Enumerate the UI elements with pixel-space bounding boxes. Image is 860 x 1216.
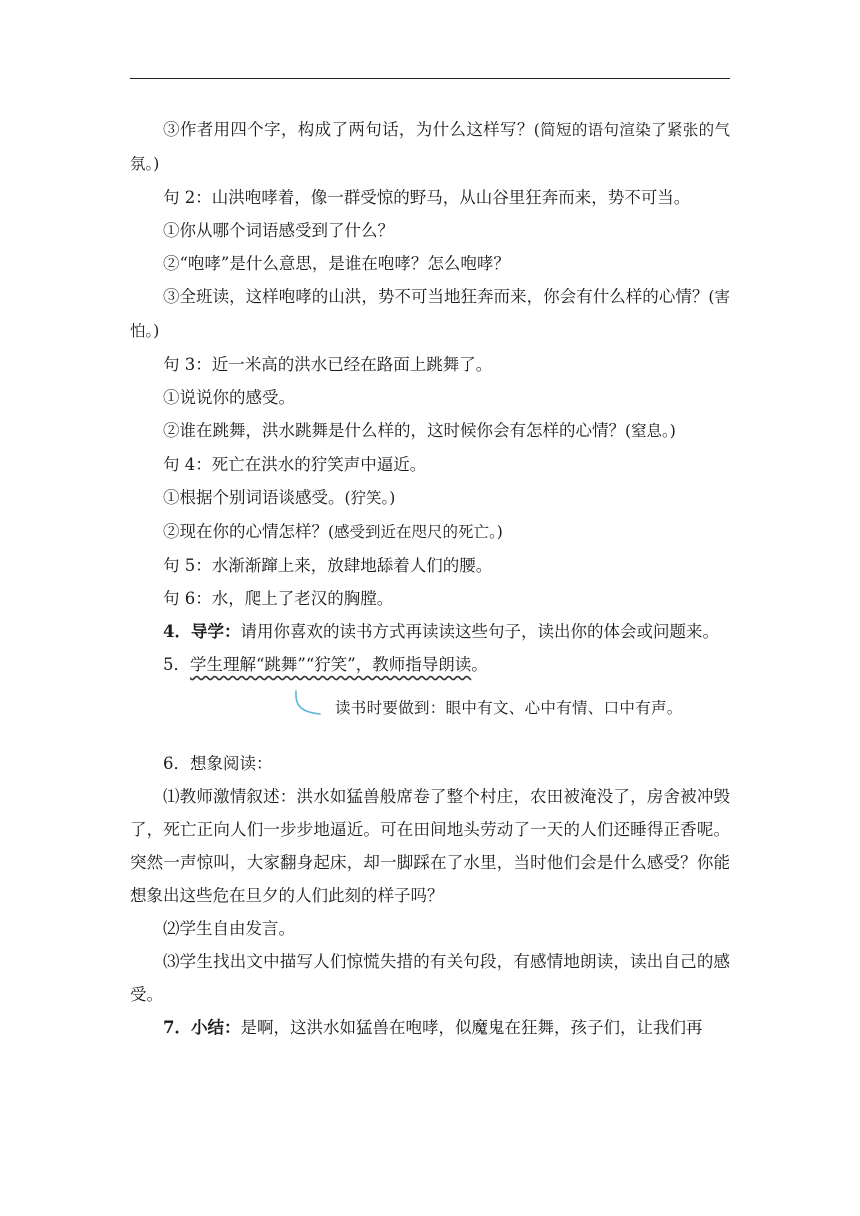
paragraph [130, 381, 730, 414]
paragraph [130, 549, 730, 582]
answer-hint: (窒息。) [625, 422, 676, 440]
paragraph [130, 348, 730, 381]
header-rule [130, 78, 730, 79]
paragraph [130, 448, 730, 481]
text-segment: 句 6：水，爬上了老汉的胸膛。 [163, 589, 394, 608]
text-segment: 5． [163, 655, 190, 674]
text-segment: 句 4：死亡在洪水的狞笑声中逼近。 [163, 455, 427, 474]
margin-note [130, 681, 730, 747]
paragraph [130, 181, 730, 214]
paragraph [130, 582, 730, 615]
answer-hint: (狞笑。) [344, 489, 396, 507]
emphasized-text: 学生理解“跳舞”“狞笑”，教师指导朗读 [190, 655, 472, 674]
text-segment: 。 [471, 655, 488, 674]
text-segment: 请用你喜欢的读书方式再读读这些句子，读出你的体会或问题来。 [240, 622, 719, 641]
text-segment: ②谁在跳舞，洪水跳舞是什么样的，这时候你会有怎样的心情？ [163, 421, 625, 440]
paragraph [130, 648, 730, 681]
paragraph [130, 414, 730, 448]
paragraph [130, 214, 730, 247]
paragraph [130, 747, 730, 780]
text-segment: ①根据个别词语谈感受。 [163, 488, 345, 507]
text-segment: 句 2：山洪咆哮着，像一群受惊的野马，从山谷里狂奔而来，势不可当。 [163, 188, 691, 207]
text-segment: ③作者用四个字，构成了两句话，为什么这样写？ [163, 120, 534, 139]
paragraph [130, 780, 730, 912]
paragraph [130, 280, 730, 348]
paragraph [130, 515, 730, 549]
text-segment: 6．想象阅读： [163, 754, 273, 773]
paragraph [130, 113, 730, 181]
text-segment: ①你从哪个词语感受到了什么？ [163, 221, 394, 240]
margin-note-text: 读书时要做到：眼中有文、心中有情、口中有声。 [335, 699, 683, 717]
text-segment: ⑶学生找出文中描写人们惊慌失措的有关句段，有感情地朗读，读出自己的感受。 [130, 952, 730, 1004]
text-segment: ②现在你的心情怎样？ [163, 522, 328, 541]
paragraph [130, 247, 730, 280]
text-segment: ①说说你的感受。 [163, 388, 295, 407]
text-segment: ③全班读，这样咆哮的山洪，势不可当地狂奔而来，你会有什么样的心情？ [163, 287, 709, 306]
paragraph [130, 615, 730, 648]
text-segment: 句 5：水渐渐蹿上来，放肆地舔着人们的腰。 [163, 556, 493, 575]
paragraph [130, 481, 730, 515]
paragraph [130, 945, 730, 1011]
answer-hint: (害怕。) [130, 288, 730, 340]
paragraph [130, 912, 730, 945]
text-segment: 句 3：近一米高的洪水已经在路面上跳舞了。 [163, 355, 493, 374]
paragraph [130, 1011, 730, 1044]
answer-hint: (简短的语句渲染了紧张的气氛。) [130, 121, 730, 173]
text-segment: ⑴教师激情叙述：洪水如猛兽般席卷了整个村庄，农田被淹没了，房舍被冲毁了，死亡正向人们一步步地逼近。可在田间地头劳动了一天的人们还睡得正香呢。突然一声惊叫，大家翻身起床，却一脚踩在了水里，当时他们会是什么感受？你能想象出这些危在旦夕的人们此刻的样子吗？ [130, 787, 730, 905]
answer-hint: (感受到近在咫尺的死亡。) [328, 523, 503, 541]
document-body [130, 113, 730, 1044]
step-label: 7．小结： [163, 1018, 241, 1037]
step-label: 4．导学： [163, 622, 241, 641]
text-segment: ②“咆哮”是什么意思，是谁在咆哮？怎么咆哮？ [163, 254, 510, 273]
text-segment: 是啊，这洪水如猛兽在咆哮，似魔鬼在狂舞，孩子们，让我们再 [240, 1018, 703, 1037]
note-bracket-icon [293, 688, 323, 728]
text-segment: ⑵学生自由发言。 [163, 919, 295, 938]
